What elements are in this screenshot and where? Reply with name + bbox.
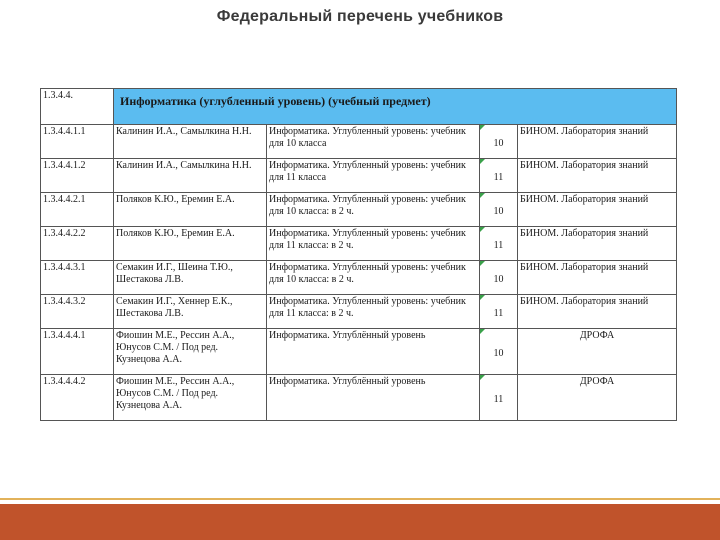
row-grade-cell	[480, 261, 518, 295]
footer-accent-line	[0, 498, 720, 500]
row-grade-cell	[480, 375, 518, 421]
grade-value: 10	[493, 138, 504, 149]
row-authors-cell: Фиошин М.Е., Рессин А.А., Юнусов С.М. / Под ред. Кузнецова А.А.	[114, 375, 267, 421]
textbook-table	[40, 88, 677, 421]
table-row	[41, 125, 677, 159]
textbook-table-container	[40, 88, 676, 421]
cell-flag-marker	[480, 261, 485, 266]
row-authors-cell: Поляков К.Ю., Еремин Е.А.	[114, 193, 267, 227]
cell-flag-marker	[480, 375, 485, 380]
table-header-row	[41, 89, 677, 125]
footer-bar	[0, 504, 720, 540]
row-publisher-cell: БИНОМ. Лаборатория знаний	[518, 159, 677, 193]
row-code-cell: 1.3.4.4.3.2	[41, 295, 114, 329]
row-title-cell: Информатика. Углубленный уровень: учебник для 10 класса: в 2 ч.	[267, 261, 480, 295]
row-authors-cell: Фиошин М.Е., Рессин А.А., Юнусов С.М. / Под ред. Кузнецова А.А.	[114, 329, 267, 375]
table-row	[41, 193, 677, 227]
cell-flag-marker	[480, 159, 485, 164]
row-publisher-cell: БИНОМ. Лаборатория знаний	[518, 227, 677, 261]
row-grade-cell	[480, 193, 518, 227]
header-code-cell: 1.3.4.4.	[41, 89, 114, 125]
cell-flag-marker	[480, 295, 485, 300]
table-row	[41, 329, 677, 375]
row-publisher-cell: БИНОМ. Лаборатория знаний	[518, 261, 677, 295]
table-row	[41, 227, 677, 261]
row-code-cell: 1.3.4.4.4.2	[41, 375, 114, 421]
row-title-cell: Информатика. Углубленный уровень: учебник для 11 класса	[267, 159, 480, 193]
row-title-cell: Информатика. Углубленный уровень: учебник для 11 класса: в 2 ч.	[267, 227, 480, 261]
row-title-cell: Информатика. Углубленный уровень: учебник для 11 класса: в 2 ч.	[267, 295, 480, 329]
row-grade-cell	[480, 159, 518, 193]
row-grade-cell	[480, 329, 518, 375]
row-code-cell: 1.3.4.4.2.2	[41, 227, 114, 261]
row-authors-cell: Калинин И.А., Самылкина Н.Н.	[114, 125, 267, 159]
row-publisher-cell: БИНОМ. Лаборатория знаний	[518, 125, 677, 159]
row-publisher-cell: ДРОФА	[518, 375, 677, 421]
grade-value: 11	[493, 308, 504, 319]
table-row	[41, 375, 677, 421]
row-title-cell: Информатика. Углубленный уровень: учебник для 10 класса: в 2 ч.	[267, 193, 480, 227]
row-code-cell: 1.3.4.4.3.1	[41, 261, 114, 295]
table-row	[41, 295, 677, 329]
grade-value: 10	[493, 274, 504, 285]
cell-flag-marker	[480, 193, 485, 198]
row-grade-cell	[480, 227, 518, 261]
row-code-cell: 1.3.4.4.4.1	[41, 329, 114, 375]
row-grade-cell	[480, 125, 518, 159]
row-title-cell: Информатика. Углублённый уровень	[267, 375, 480, 421]
grade-value: 10	[493, 348, 504, 359]
row-code-cell: 1.3.4.4.1.1	[41, 125, 114, 159]
header-subject-cell: Информатика (углубленный уровень) (учебный предмет)	[114, 89, 677, 125]
row-authors-cell: Поляков К.Ю., Еремин Е.А.	[114, 227, 267, 261]
row-publisher-cell: БИНОМ. Лаборатория знаний	[518, 295, 677, 329]
row-authors-cell: Семакин И.Г., Хеннер Е.К., Шестакова Л.В.	[114, 295, 267, 329]
cell-flag-marker	[480, 227, 485, 232]
grade-value: 10	[493, 206, 504, 217]
row-code-cell: 1.3.4.4.1.2	[41, 159, 114, 193]
grade-value: 11	[493, 172, 504, 183]
row-authors-cell: Калинин И.А., Самылкина Н.Н.	[114, 159, 267, 193]
row-code-cell: 1.3.4.4.2.1	[41, 193, 114, 227]
grade-value: 11	[493, 394, 504, 405]
slide-title: Федеральный перечень учебников	[216, 8, 504, 25]
grade-value: 11	[493, 240, 504, 251]
table-row	[41, 261, 677, 295]
cell-flag-marker	[480, 329, 485, 334]
table-row	[41, 159, 677, 193]
row-title-cell: Информатика. Углублённый уровень	[267, 329, 480, 375]
row-grade-cell	[480, 295, 518, 329]
row-publisher-cell: ДРОФА	[518, 329, 677, 375]
cell-flag-marker	[480, 125, 485, 130]
row-title-cell: Информатика. Углубленный уровень: учебник для 10 класса	[267, 125, 480, 159]
row-authors-cell: Семакин И.Г., Шеина Т.Ю., Шестакова Л.В.	[114, 261, 267, 295]
row-publisher-cell: БИНОМ. Лаборатория знаний	[518, 193, 677, 227]
